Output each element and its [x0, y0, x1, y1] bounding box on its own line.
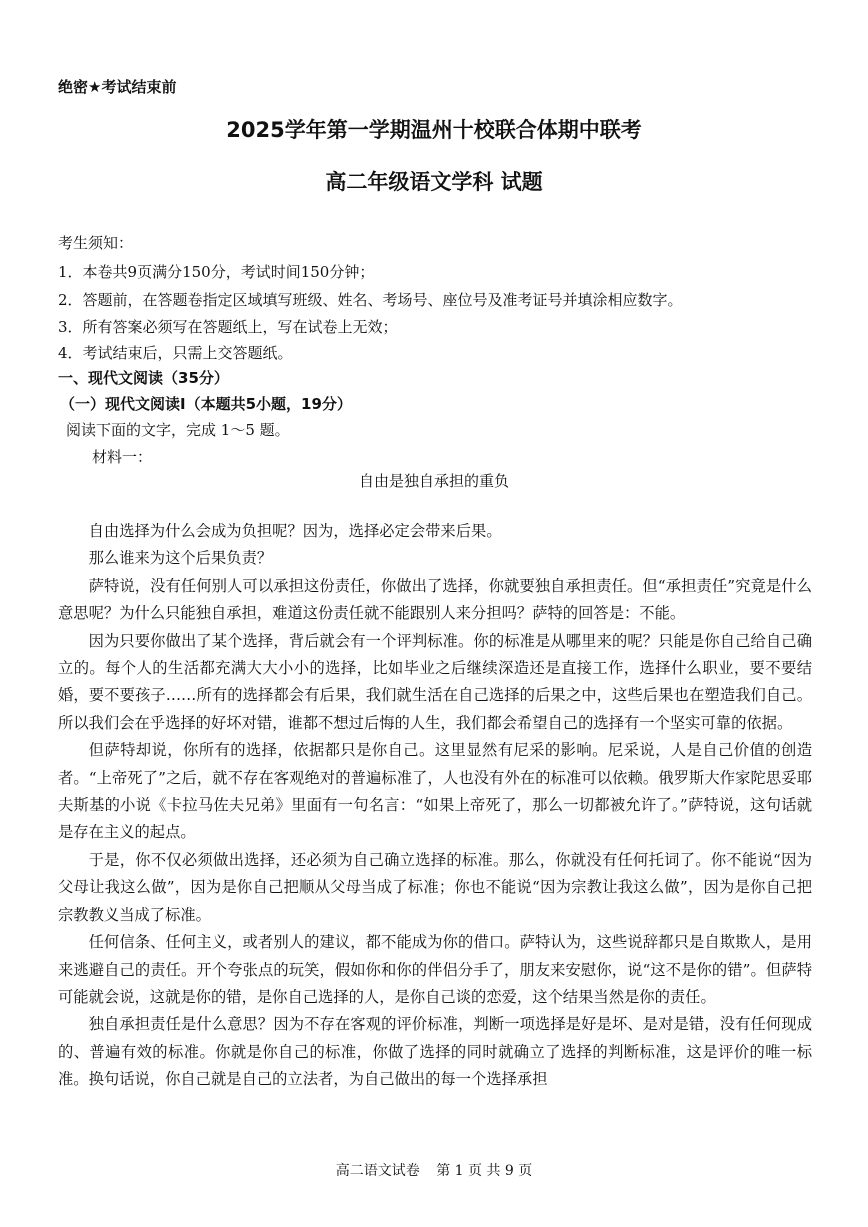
paragraph: 那么谁来为这个后果负责？	[88, 549, 273, 568]
exam-title: 2025学年第一学期温州十校联合体期中联考	[226, 118, 642, 142]
notice-heading: 考生须知：	[58, 234, 134, 252]
section-heading: 一、现代文阅读（35分）	[58, 369, 229, 387]
paragraph: 自由选择为什么会成为负担呢？因为，选择必定会带来后果。	[88, 522, 502, 540]
notice-item-3: 3．所有答案必须写在答题纸上，写在试卷上无效；	[58, 318, 398, 336]
paragraph: 任何信条、任何主义，或者别人的建议，都不能成为你的借口。萨特认为，这些说辞都只是自欺欺人，是用来逃避自己的责任。开个夸张点的玩笑，假如你和你的伴侣分手了，朋友来安慰你，说“这不是你的错”。但萨特可能就会说，这就是你的错，是你自己选择的人，是你自己谈的恋爱，这个结果当然是你的责任。	[58, 933, 812, 1006]
page-footer	[0, 1160, 868, 1180]
notice-item-1: 1．本卷共9页满分150分，考试时间150分钟；	[58, 263, 375, 281]
footer-course: 高二语文试卷	[335, 1163, 420, 1179]
article-body	[58, 518, 812, 1094]
exam-subtitle: 高二年级语文学科 试题	[325, 170, 543, 194]
paragraph: 萨特说，没有任何别人可以承担这份责任，你做出了选择，你就要独自承担责任。但“承担责任”究竟是什么意思呢？为什么只能独自承担，难道这份责任就不能跟别人来分担吗？萨特的回答是：不能。	[58, 576, 812, 623]
notice-item-4: 4．考试结束后，只需上交答题纸。	[58, 344, 293, 362]
material-title: 自由是独自承担的重负	[358, 472, 509, 490]
section-subheading: （一）现代文阅读Ⅰ（本题共5小题，19分）	[60, 395, 352, 413]
paragraph: 独自承担责任是什么意思？因为不存在客观的评价标准，判断一项选择是好是坏、是对是错，没有任何现成的、普遍有效的标准。你就是你自己的标准，你做了选择的同时就确立了选择的判断标准，这是评价的唯一标准。换句话说，你自己就是自己的立法者，为自己做出的每一个选择承担	[58, 1015, 812, 1089]
paragraph: 因为只要你做出了某个选择，背后就会有一个评判标准。你的标准是从哪里来的呢？只能是你自己给自己确立的。每个人的生活都充满大大小小的选择，比如毕业之后继续深造还是直接工作，选择什么职业，要不要结婚，要不要孩子……所有的选择都会有后果，我们就生活在自己选择的后果之中，这些后果也在塑造我们自己。所以我们会在乎选择的好坏对错，谁都不想过后悔的人生，我们都会希望自己的选择有一个坚实可靠的依据。	[58, 631, 812, 732]
confidential-label: 绝密★考试结束前	[58, 78, 177, 96]
material-label: 材料一：	[92, 448, 153, 466]
notice-item-2: 2．答题前，在答题卷指定区域填写班级、姓名、考场号、座位号及准考证号并填涂相应数字。	[58, 291, 683, 309]
paragraph: 但萨特却说，你所有的选择，依据都只是你自己。这里显然有尼采的影响。尼采说，人是自己价值的创造者。“上帝死了”之后，就不存在客观绝对的普遍标准了，人也没有外在的标准可以依赖。俄罗斯大作家陀思妥耶夫斯基的小说《卡拉马佐夫兄弟》里面有一句名言：“如果上帝死了，那么一切都被允许了。”萨特说，这句话就是存在主义的起点。	[58, 741, 812, 842]
footer-page-number: 第 1 页 共 9 页	[436, 1163, 533, 1179]
reading-instruction: 阅读下面的文字，完成 1～5 题。	[66, 421, 290, 439]
paragraph: 于是，你不仅必须做出选择，还必须为自己确立选择的标准。那么，你就没有任何托词了。你不能说“因为父母让我这么做”，因为是你自己把顺从父母当成了标准；你也不能说“因为宗教让我这么做”，因为是你自己把宗教教义当成了标准。	[58, 850, 812, 924]
